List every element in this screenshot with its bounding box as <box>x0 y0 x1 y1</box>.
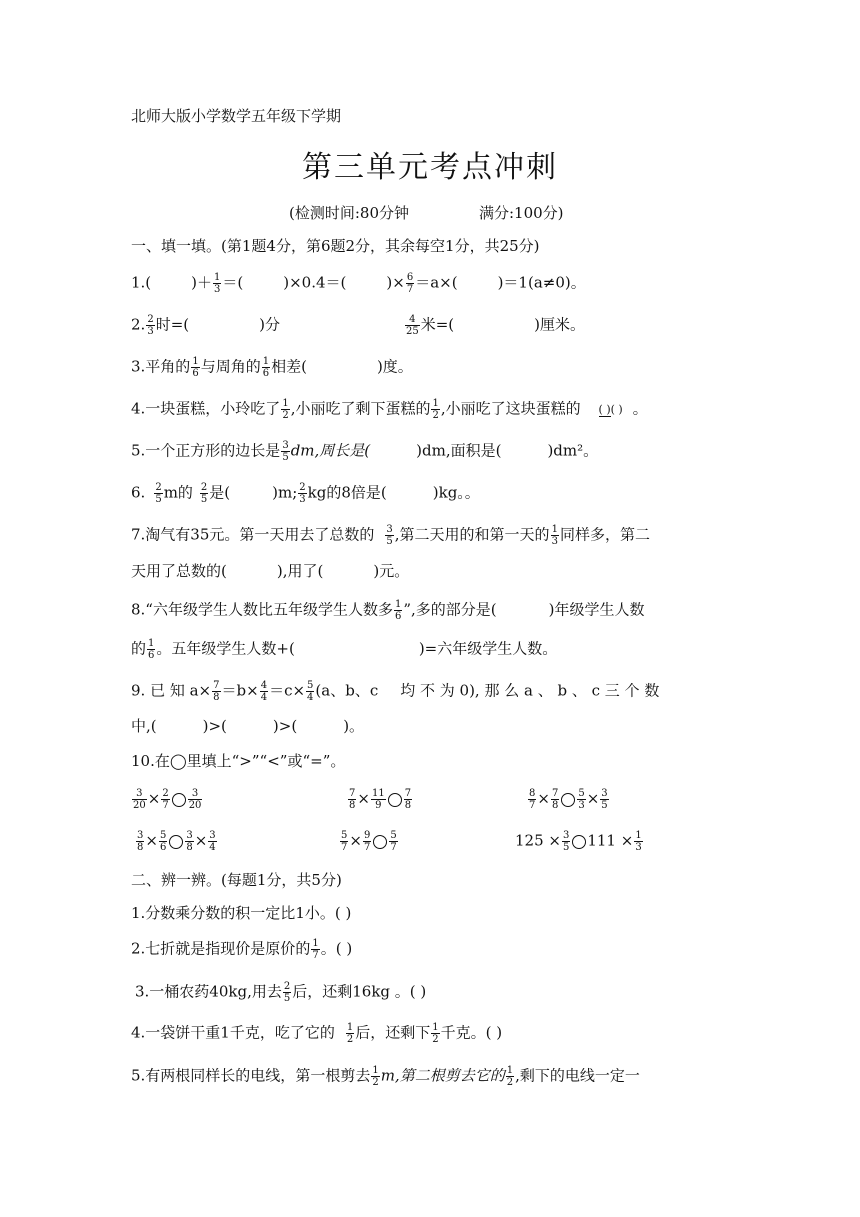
fraction: $\frac{8}{7}$ <box>529 788 536 811</box>
subtitle-time: (检测时间:80分钟 <box>289 204 409 222</box>
question-7-cont: 天用了总数的( ),用了( )元。 <box>131 562 410 580</box>
fraction: $\frac{1}{3}$ <box>635 830 642 853</box>
fraction: $\frac{3}{5}$ <box>601 788 608 811</box>
fraction: $\frac{4}{4}$ <box>260 680 268 703</box>
question-8: 8.“六年级学生人数比五年级学生人数多 $\frac{1}{6}$ ”,多的部分是( )年级学生人数 <box>131 599 645 622</box>
fraction: $\frac{7}{8}$ <box>404 788 412 811</box>
fraction: $\frac{5}{6}$ <box>159 830 167 853</box>
question-8-cont: 的 $\frac{1}{6}$ 。五年级学生人数+( )=六年级学生人数。 <box>131 638 558 661</box>
fraction: $\frac{7}{8}$ <box>349 788 356 811</box>
fraction: $\frac{2}{5}$ <box>283 981 291 1004</box>
section2-heading: 二、辨一辨。(每题1分，共5分) <box>131 871 342 889</box>
fraction: $\frac{2}{7}$ <box>162 788 169 811</box>
fraction: $\frac{1}{2}$ <box>282 398 289 421</box>
answer-fraction-blank: ( )( ) <box>598 402 623 416</box>
fraction: $\frac{1}{6}$ <box>148 638 155 661</box>
fraction: $\frac{3}{5}$ <box>386 524 393 547</box>
answer-circle[interactable] <box>172 793 186 807</box>
compare-1: $\frac{3}{20}$ × $\frac{2}{7}$ $\frac{3}{20}$ <box>133 788 202 811</box>
fraction: $\frac{1}{7}$ <box>312 938 319 961</box>
question-6: 6. $\frac{2}{5}$ m的 $\frac{2}{5}$ 是( )m; $\frac{2}{3}$ kg的8倍是( )kg。。 <box>131 482 480 505</box>
section1-heading: 一、填一填。(第1题4分，第6题2分，其余每空1分，共25分) <box>131 237 540 255</box>
fraction: $\frac{11}{9}$ <box>371 788 385 811</box>
fraction: $\frac{4}{25}$ <box>406 314 419 337</box>
fraction: $\frac{1}{2}$ <box>432 398 439 421</box>
fraction: $\frac{1}{2}$ <box>372 1065 379 1088</box>
question-9: 9. 已 知 a× $\frac{7}{8}$ ＝b× $\frac{4}{4}$ ＝c× $\frac{5}{4}$ (a、b、c 均 不 为 0), 那 么 a 、 b 、 c 三 个 数 <box>131 680 660 703</box>
fraction: $\frac{5}{7}$ <box>341 830 348 853</box>
fraction: $\frac{1}{6}$ <box>192 356 199 379</box>
judge-3: 3.一桶农药40kg,用去 $\frac{2}{5}$ 后，还剩16kg 。( ) <box>135 981 427 1004</box>
fraction: $\frac{1}{3}$ <box>551 524 558 547</box>
question-4: 4.一块蛋糕，小玲吃了 $\frac{1}{2}$ ,小丽吃了剩下蛋糕的 $\frac{1}{2}$ ,小丽吃了这块蛋糕的 ( )( ) 。 <box>131 398 648 421</box>
fraction: $\frac{3}{8}$ <box>186 830 193 853</box>
header-text: 北师大版小学数学五年级下学期 <box>131 107 342 125</box>
fraction: $\frac{3}{20}$ <box>133 788 146 811</box>
fraction: $\frac{7}{8}$ <box>213 680 220 703</box>
fraction: $\frac{3}{5}$ <box>282 440 289 463</box>
question-1: 1.( )＋ $\frac{1}{3}$ ＝( )×0.4＝( )× $\frac{6}{7}$ ＝a×( )＝1(a≠0)。 <box>131 272 586 295</box>
fraction: $\frac{7}{8}$ <box>551 788 559 811</box>
subtitle-score: 满分:100分) <box>479 204 564 222</box>
fraction: $\frac{2}{3}$ <box>299 482 306 505</box>
judge-2: 2.七折就是指现价是原价的 $\frac{1}{7}$ 。( ) <box>131 938 353 961</box>
fraction: $\frac{3}{4}$ <box>209 830 216 853</box>
answer-circle[interactable] <box>572 835 586 849</box>
fraction: $\frac{6}{7}$ <box>406 272 414 295</box>
question-7: 7.淘气有35元。第一天用去了总数的 $\frac{3}{5}$ ,第二天用的和第一天的 $\frac{1}{3}$ 同样多，第二 <box>131 524 650 547</box>
fraction: $\frac{1}{2}$ <box>432 1022 439 1045</box>
fraction: $\frac{1}{6}$ <box>394 599 402 622</box>
compare-2: $\frac{7}{8}$ × $\frac{11}{9}$ $\frac{7}{8}$ <box>349 788 412 811</box>
compare-4: $\frac{3}{8}$ × $\frac{5}{6}$ $\frac{3}{8}$ × $\frac{3}{4}$ <box>137 830 216 853</box>
fraction: $\frac{3}{5}$ <box>562 830 570 853</box>
compare-3: $\frac{8}{7}$ × $\frac{7}{8}$ $\frac{5}{3}$ × $\frac{3}{5}$ <box>529 788 608 811</box>
compare-5: $\frac{5}{7}$ × $\frac{9}{7}$ $\frac{5}{7}$ <box>341 830 397 853</box>
page-title: 第三单元考点冲刺 <box>302 150 558 185</box>
fraction: $\frac{1}{6}$ <box>262 356 270 379</box>
fraction: $\frac{3}{20}$ <box>188 788 202 811</box>
fraction: $\frac{5}{7}$ <box>390 830 397 853</box>
fraction: $\frac{9}{7}$ <box>363 830 371 853</box>
answer-circle[interactable] <box>373 835 387 849</box>
judge-4: 4.一袋饼干重1千克，吃了它的 $\frac{1}{2}$ 后，还剩下 $\frac{1}{2}$ 千克。( ) <box>131 1022 503 1045</box>
question-9-cont: 中,( )>( )>( )。 <box>131 717 365 735</box>
fraction: $\frac{2}{5}$ <box>155 482 162 505</box>
question-5: 5.一个正方形的边长是 $\frac{3}{5}$ dm,周长是( )dm,面积是( )dm²。 <box>131 440 599 463</box>
fraction: $\frac{2}{3}$ <box>147 314 154 337</box>
compare-6: 125 × $\frac{3}{5}$ 111 × $\frac{1}{3}$ <box>515 830 642 853</box>
fraction: $\frac{2}{5}$ <box>200 482 208 505</box>
question-10: 10.在◯里填上“>”“<”或“=”。 <box>131 752 346 770</box>
answer-circle[interactable] <box>169 835 183 849</box>
fraction: $\frac{1}{2}$ <box>506 1065 514 1088</box>
fraction: $\frac{3}{8}$ <box>137 830 144 853</box>
question-2: 2. $\frac{2}{3}$ 时=( )分 <box>131 314 280 337</box>
judge-5: 5.有两根同样长的电线，第一根剪去 $\frac{1}{2}$ m,第二根剪去它的 $\frac{1}{2}$ ,剩下的电线一定一 <box>131 1065 640 1088</box>
answer-circle[interactable] <box>561 793 575 807</box>
answer-circle[interactable] <box>388 793 402 807</box>
question-3: 3.平角的 $\frac{1}{6}$ 与周角的 $\frac{1}{6}$ 相差( )度。 <box>131 356 413 379</box>
question-2b: $\frac{4}{25}$ 米=( )厘米。 <box>406 314 586 337</box>
fraction: $\frac{5}{3}$ <box>578 788 585 811</box>
fraction: $\frac{1}{2}$ <box>346 1022 354 1045</box>
judge-1: 1.分数乘分数的积一定比1小。( ) <box>131 904 352 922</box>
fraction: $\frac{1}{3}$ <box>214 272 221 295</box>
fraction: $\frac{5}{4}$ <box>307 680 314 703</box>
